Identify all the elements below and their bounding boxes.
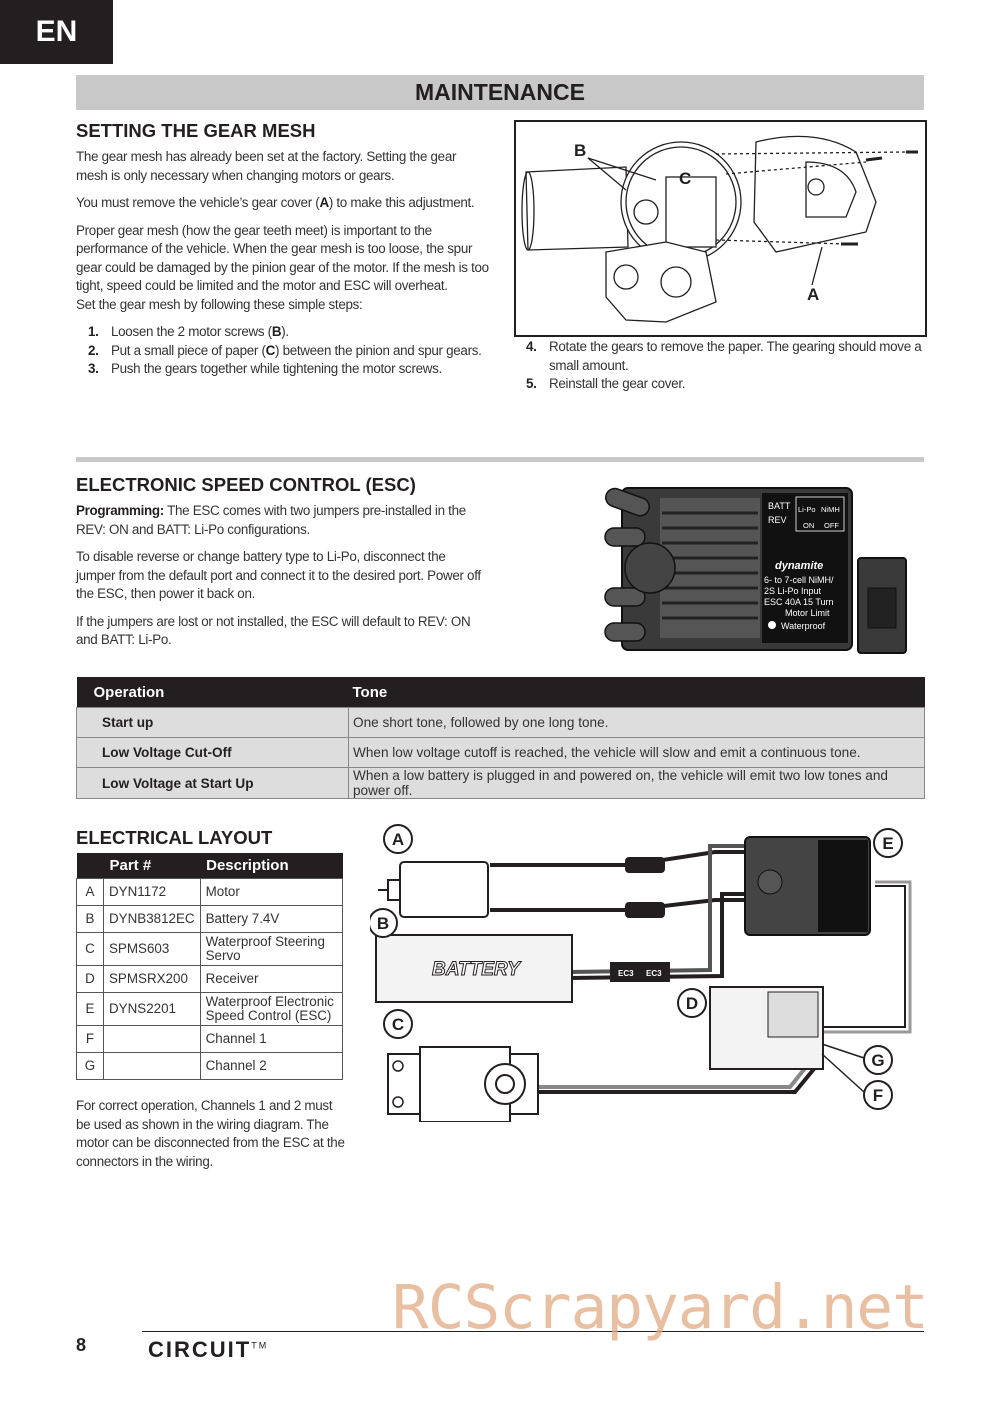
svg-text:dynamite: dynamite: [775, 560, 824, 572]
table-row: B DYNB3812EC Battery 7.4V: [77, 906, 343, 933]
svg-text:REV: REV: [768, 515, 787, 525]
tone-header-tone: Tone: [349, 677, 925, 708]
gear-diagram: [514, 120, 927, 337]
section-divider: [76, 457, 924, 462]
svg-text:NiMH: NiMH: [821, 505, 840, 514]
tone-header-operation: Operation: [77, 677, 349, 708]
wiring-diagram: [370, 822, 930, 1122]
table-row: A DYN1172 Motor: [77, 879, 343, 906]
table-row: D SPMSRX200 Receiver: [77, 966, 343, 993]
label-f: F: [872, 1086, 884, 1105]
esc-programming: Programming: The ESC comes with two jumpers pre-installed in the REV: ON and BATT: Li-Po configurations.: [76, 503, 466, 537]
motor-drawing: [378, 862, 488, 917]
step-2: 2. Put a small piece of paper (C) between the pinion and spur gears.: [88, 342, 482, 358]
table-row: G Channel 2: [77, 1053, 343, 1080]
electrical-note: For correct operation, Channels 1 and 2 must be used as shown in the wiring diagram. The motor can be disconnected from the ESC at the connectors in the wiring.: [76, 1098, 345, 1169]
language-tab: EN: [0, 0, 113, 64]
table-row: E DYNS2201 Waterproof Electronic Speed Control (ESC): [77, 993, 343, 1026]
label-b: B: [376, 914, 390, 933]
step-3: 3. Push the gears together while tightening the motor screws.: [88, 361, 442, 376]
page-number: 8: [76, 1335, 87, 1355]
circuit-logo: CIRCUIT™: [148, 1337, 269, 1362]
esc-p2: To disable reverse or change battery type to Li-Po, disconnect the jumper from the default port and connect it to the desired port. Power off the ESC, then power it back on.: [76, 549, 481, 601]
svg-text:Motor Limit: Motor Limit: [785, 608, 830, 618]
watermark: RCScrapyard.net: [392, 1272, 928, 1343]
table-row: C SPMS603 Waterproof Steering Servo: [77, 933, 343, 966]
svg-text:6- to 7-cell NiMH/: 6- to 7-cell NiMH/: [764, 575, 834, 585]
parts-header-desc: Description: [200, 853, 342, 879]
parts-table: [76, 853, 343, 1080]
svg-text:Li-Po: Li-Po: [798, 505, 816, 514]
table-row: F Channel 1: [77, 1026, 343, 1053]
esc-text: [76, 502, 486, 650]
callout-a: A: [807, 285, 820, 304]
label-d: D: [685, 994, 699, 1013]
svg-text:BATT: BATT: [768, 501, 791, 511]
svg-text:OFF: OFF: [824, 521, 839, 530]
label-a: A: [391, 830, 405, 849]
label-e: E: [882, 834, 894, 853]
gear-mesh-p2: You must remove the vehicle’s gear cover (A) to make this adjustment.: [76, 195, 475, 210]
gear-mesh-p1: The gear mesh has already been set at the factory. Setting the gear mesh is only necessary when changing motors or gears.: [76, 149, 457, 183]
gearbox-illustration: [516, 122, 925, 335]
battery-label: BATTERY: [432, 959, 520, 980]
svg-text:Waterproof: Waterproof: [781, 621, 826, 631]
esc-illustration: [600, 483, 910, 658]
table-row: Start up One short tone, followed by one long tone.: [77, 708, 925, 738]
ec3-label-2: EC3: [646, 969, 662, 978]
step-5: 5. Reinstall the gear cover.: [526, 376, 686, 391]
gear-mesh-p3: Proper gear mesh (how the gear teeth meet) is important to the performance of the vehicle. When the gear mesh is too loose, the spur gear could be damaged by the pinion gear of the motor. If the mesh is too tight, speed could be limited and the motor and ESC will overheat.: [76, 222, 489, 293]
svg-text:ON: ON: [803, 521, 815, 530]
gear-mesh-heading: SETTING THE GEAR MESH: [76, 120, 316, 141]
table-row: Low Voltage at Start Up When a low battery is plugged in and powered on, the vehicle will emit two low tones and power off.: [77, 768, 925, 799]
ec3-label-1: EC3: [618, 969, 634, 978]
parts-header-part: Part #: [104, 853, 201, 879]
table-row: Low Voltage Cut-Off When low voltage cutoff is reached, the vehicle will slow and emit a continuous tone.: [77, 738, 925, 768]
step-4: 4. Rotate the gears to remove the paper. The gearing should move a small amount.: [526, 339, 922, 373]
callout-c: C: [679, 169, 692, 188]
esc-p3: If the jumpers are lost or not installed, the ESC will default to REV: ON and BATT: Li-Po.: [76, 613, 471, 647]
callout-b: B: [574, 141, 587, 160]
gear-mesh-text: [76, 148, 491, 379]
electrical-heading: ELECTRICAL LAYOUT: [76, 827, 273, 848]
gear-mesh-p4: Set the gear mesh by following these simple steps:: [76, 296, 363, 312]
esc-heading: ELECTRONIC SPEED CONTROL (ESC): [76, 474, 416, 495]
label-c: C: [391, 1015, 405, 1034]
step-1: 1. Loosen the 2 motor screws (B).: [88, 324, 289, 339]
svg-text:2S Li-Po Input: 2S Li-Po Input: [764, 586, 822, 596]
tone-table: [76, 677, 925, 799]
svg-text:ESC 40A 15 Turn: ESC 40A 15 Turn: [764, 597, 834, 607]
gear-steps-right: [514, 338, 924, 394]
label-g: G: [871, 1051, 885, 1070]
section-title: MAINTENANCE: [76, 75, 924, 110]
gear-steps-left: [76, 323, 491, 379]
